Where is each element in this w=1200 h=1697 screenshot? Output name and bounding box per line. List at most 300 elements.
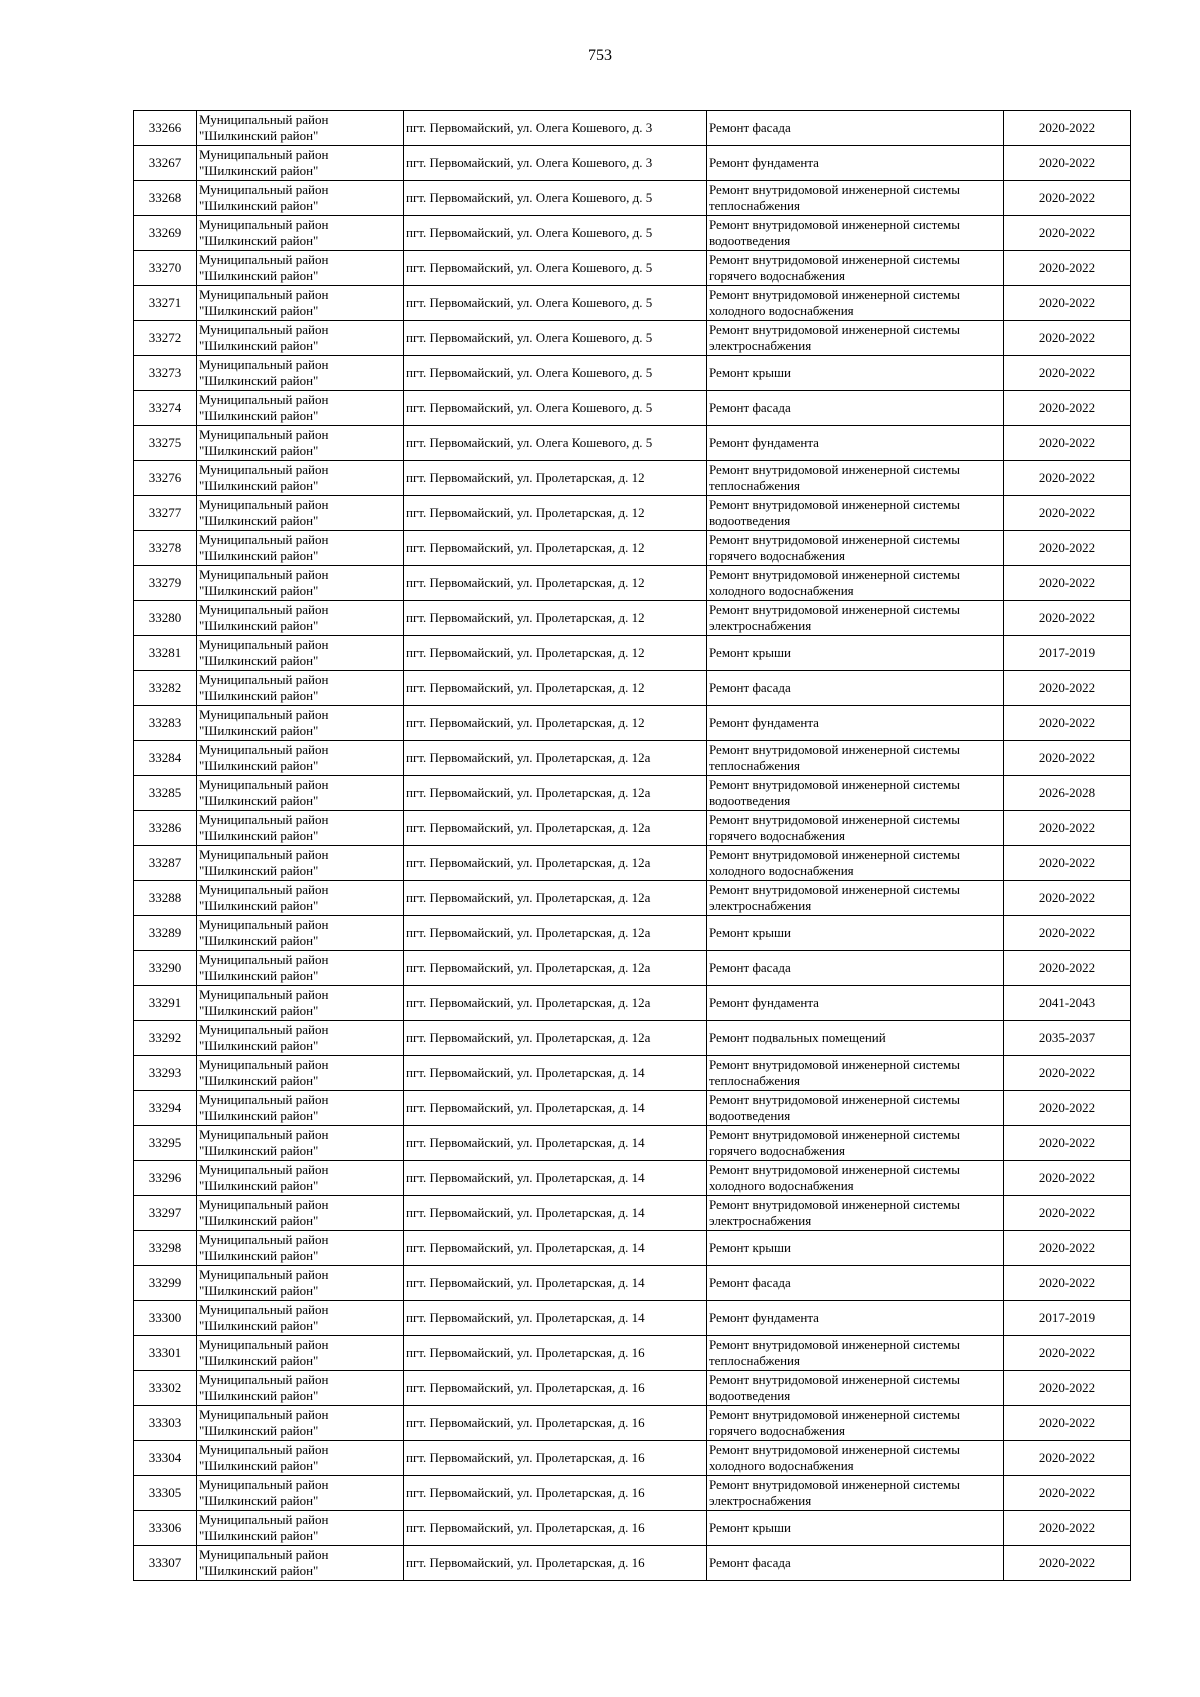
address-cell: пгт. Первомайский, ул. Олега Кошевого, д. 5 bbox=[404, 391, 707, 426]
district-line: Муниципальный район bbox=[199, 182, 329, 197]
district-line: Муниципальный район bbox=[199, 357, 329, 372]
district-line: "Шилкинский район" bbox=[199, 1423, 319, 1438]
work-type-line: Ремонт внутридомовой инженерной системы bbox=[709, 777, 960, 792]
row-number-cell: 33290 bbox=[134, 951, 197, 986]
address-cell: пгт. Первомайский, ул. Пролетарская, д. 12а bbox=[404, 1021, 707, 1056]
address-cell: пгт. Первомайский, ул. Пролетарская, д. 12 bbox=[404, 601, 707, 636]
period-cell: 2020-2022 bbox=[1004, 951, 1131, 986]
work-type-cell bbox=[707, 741, 1004, 776]
district-line: "Шилкинский район" bbox=[199, 1213, 319, 1228]
row-number-cell: 33300 bbox=[134, 1301, 197, 1336]
district-cell bbox=[197, 1091, 404, 1126]
table-row bbox=[134, 986, 1131, 1021]
work-type-line: Ремонт фасада bbox=[709, 680, 791, 695]
work-type-line: Ремонт фасада bbox=[709, 120, 791, 135]
work-type-cell bbox=[707, 1371, 1004, 1406]
work-type-line: Ремонт внутридомовой инженерной системы bbox=[709, 1057, 960, 1072]
row-number-cell: 33299 bbox=[134, 1266, 197, 1301]
district-cell bbox=[197, 1196, 404, 1231]
address-cell: пгт. Первомайский, ул. Пролетарская, д. 14 bbox=[404, 1231, 707, 1266]
table-row bbox=[134, 146, 1131, 181]
district-line: Муниципальный район bbox=[199, 707, 329, 722]
work-type-line: холодного водоснабжения bbox=[709, 1458, 854, 1473]
district-line: "Шилкинский район" bbox=[199, 618, 319, 633]
district-cell bbox=[197, 181, 404, 216]
work-type-cell bbox=[707, 1511, 1004, 1546]
district-cell bbox=[197, 496, 404, 531]
district-line: "Шилкинский район" bbox=[199, 1038, 319, 1053]
work-type-line: Ремонт внутридомовой инженерной системы bbox=[709, 322, 960, 337]
address-cell: пгт. Первомайский, ул. Олега Кошевого, д. 3 bbox=[404, 146, 707, 181]
district-cell bbox=[197, 776, 404, 811]
district-cell bbox=[197, 811, 404, 846]
work-type-cell bbox=[707, 811, 1004, 846]
district-line: "Шилкинский район" bbox=[199, 1353, 319, 1368]
table-row bbox=[134, 1511, 1131, 1546]
district-line: "Шилкинский район" bbox=[199, 1108, 319, 1123]
district-line: Муниципальный район bbox=[199, 322, 329, 337]
address-cell: пгт. Первомайский, ул. Пролетарская, д. 12а bbox=[404, 951, 707, 986]
work-type-line: водоотведения bbox=[709, 513, 791, 528]
district-cell bbox=[197, 951, 404, 986]
row-number-cell: 33272 bbox=[134, 321, 197, 356]
work-type-line: Ремонт внутридомовой инженерной системы bbox=[709, 1337, 960, 1352]
district-cell bbox=[197, 706, 404, 741]
district-cell bbox=[197, 846, 404, 881]
district-cell bbox=[197, 916, 404, 951]
work-type-line: водоотведения bbox=[709, 1388, 791, 1403]
address-cell: пгт. Первомайский, ул. Пролетарская, д. 12а bbox=[404, 846, 707, 881]
district-line: "Шилкинский район" bbox=[199, 863, 319, 878]
period-cell: 2020-2022 bbox=[1004, 216, 1131, 251]
row-number-cell: 33271 bbox=[134, 286, 197, 321]
work-type-line: Ремонт крыши bbox=[709, 1520, 791, 1535]
work-type-line: Ремонт внутридомовой инженерной системы bbox=[709, 287, 960, 302]
period-cell: 2020-2022 bbox=[1004, 426, 1131, 461]
address-cell: пгт. Первомайский, ул. Пролетарская, д. 12 bbox=[404, 566, 707, 601]
district-line: "Шилкинский район" bbox=[199, 1073, 319, 1088]
district-line: Муниципальный район bbox=[199, 637, 329, 652]
work-type-line: теплоснабжения bbox=[709, 198, 800, 213]
work-type-cell bbox=[707, 356, 1004, 391]
district-line: "Шилкинский район" bbox=[199, 198, 319, 213]
district-line: Муниципальный район bbox=[199, 602, 329, 617]
row-number-cell: 33270 bbox=[134, 251, 197, 286]
work-type-line: Ремонт фундамента bbox=[709, 1310, 819, 1325]
table-row bbox=[134, 776, 1131, 811]
row-number-cell: 33292 bbox=[134, 1021, 197, 1056]
district-line: Муниципальный район bbox=[199, 1057, 329, 1072]
work-type-cell bbox=[707, 111, 1004, 146]
district-cell bbox=[197, 881, 404, 916]
district-cell bbox=[197, 671, 404, 706]
row-number-cell: 33267 bbox=[134, 146, 197, 181]
address-cell: пгт. Первомайский, ул. Пролетарская, д. 12а bbox=[404, 811, 707, 846]
table-row bbox=[134, 566, 1131, 601]
district-cell bbox=[197, 1406, 404, 1441]
district-line: "Шилкинский район" bbox=[199, 163, 319, 178]
work-type-line: Ремонт внутридомовой инженерной системы bbox=[709, 182, 960, 197]
work-type-line: Ремонт внутридомовой инженерной системы bbox=[709, 1407, 960, 1422]
row-number-cell: 33266 bbox=[134, 111, 197, 146]
district-cell bbox=[197, 216, 404, 251]
district-line: "Шилкинский район" bbox=[199, 968, 319, 983]
district-cell bbox=[197, 426, 404, 461]
address-cell: пгт. Первомайский, ул. Олега Кошевого, д. 5 bbox=[404, 356, 707, 391]
district-line: Муниципальный район bbox=[199, 1337, 329, 1352]
district-cell bbox=[197, 321, 404, 356]
district-line: Муниципальный район bbox=[199, 917, 329, 932]
table-row bbox=[134, 111, 1131, 146]
address-cell: пгт. Первомайский, ул. Пролетарская, д. 12а bbox=[404, 881, 707, 916]
row-number-cell: 33287 bbox=[134, 846, 197, 881]
work-type-line: Ремонт фундамента bbox=[709, 435, 819, 450]
work-type-cell bbox=[707, 216, 1004, 251]
work-type-line: Ремонт внутридомовой инженерной системы bbox=[709, 882, 960, 897]
row-number-cell: 33284 bbox=[134, 741, 197, 776]
period-cell: 2020-2022 bbox=[1004, 741, 1131, 776]
table-row bbox=[134, 1476, 1131, 1511]
address-cell: пгт. Первомайский, ул. Пролетарская, д. 12 bbox=[404, 531, 707, 566]
work-type-line: водоотведения bbox=[709, 233, 791, 248]
work-type-line: Ремонт внутридомовой инженерной системы bbox=[709, 1372, 960, 1387]
work-type-cell bbox=[707, 881, 1004, 916]
district-cell bbox=[197, 1441, 404, 1476]
district-line: Муниципальный район bbox=[199, 987, 329, 1002]
district-line: Муниципальный район bbox=[199, 742, 329, 757]
work-type-line: Ремонт внутридомовой инженерной системы bbox=[709, 812, 960, 827]
row-number-cell: 33303 bbox=[134, 1406, 197, 1441]
work-type-line: горячего водоснабжения bbox=[709, 1143, 845, 1158]
table-row bbox=[134, 1336, 1131, 1371]
row-number-cell: 33291 bbox=[134, 986, 197, 1021]
table-row bbox=[134, 321, 1131, 356]
row-number-cell: 33294 bbox=[134, 1091, 197, 1126]
table-body bbox=[134, 111, 1131, 1581]
district-cell bbox=[197, 636, 404, 671]
period-cell: 2020-2022 bbox=[1004, 671, 1131, 706]
period-cell: 2020-2022 bbox=[1004, 356, 1131, 391]
work-type-cell bbox=[707, 1476, 1004, 1511]
table-row bbox=[134, 671, 1131, 706]
period-cell: 2020-2022 bbox=[1004, 881, 1131, 916]
address-cell: пгт. Первомайский, ул. Олега Кошевого, д. 5 bbox=[404, 181, 707, 216]
table-row bbox=[134, 391, 1131, 426]
district-line: Муниципальный район bbox=[199, 427, 329, 442]
work-type-line: Ремонт внутридомовой инженерной системы bbox=[709, 1162, 960, 1177]
district-line: Муниципальный район bbox=[199, 812, 329, 827]
period-cell: 2020-2022 bbox=[1004, 601, 1131, 636]
work-type-cell bbox=[707, 426, 1004, 461]
district-line: Муниципальный район bbox=[199, 847, 329, 862]
table-row bbox=[134, 916, 1131, 951]
district-line: "Шилкинский район" bbox=[199, 478, 319, 493]
table-row bbox=[134, 1126, 1131, 1161]
work-type-cell bbox=[707, 1336, 1004, 1371]
district-line: "Шилкинский район" bbox=[199, 688, 319, 703]
district-cell bbox=[197, 601, 404, 636]
district-line: Муниципальный район bbox=[199, 1302, 329, 1317]
district-line: Муниципальный район bbox=[199, 112, 329, 127]
period-cell: 2020-2022 bbox=[1004, 1266, 1131, 1301]
table-row bbox=[134, 601, 1131, 636]
district-line: Муниципальный район bbox=[199, 777, 329, 792]
work-type-cell bbox=[707, 706, 1004, 741]
period-cell: 2017-2019 bbox=[1004, 1301, 1131, 1336]
table-row bbox=[134, 1161, 1131, 1196]
table-row bbox=[134, 1266, 1131, 1301]
district-line: Муниципальный район bbox=[199, 147, 329, 162]
work-type-line: холодного водоснабжения bbox=[709, 583, 854, 598]
table-row bbox=[134, 426, 1131, 461]
district-cell bbox=[197, 566, 404, 601]
work-type-cell bbox=[707, 181, 1004, 216]
district-line: Муниципальный район bbox=[199, 1022, 329, 1037]
row-number-cell: 33298 bbox=[134, 1231, 197, 1266]
period-cell: 2020-2022 bbox=[1004, 1091, 1131, 1126]
district-cell bbox=[197, 531, 404, 566]
district-cell bbox=[197, 1161, 404, 1196]
district-line: Муниципальный район bbox=[199, 567, 329, 582]
work-type-cell bbox=[707, 286, 1004, 321]
work-type-cell bbox=[707, 496, 1004, 531]
district-line: "Шилкинский район" bbox=[199, 1283, 319, 1298]
work-type-line: Ремонт внутридомовой инженерной системы bbox=[709, 217, 960, 232]
work-type-cell bbox=[707, 1091, 1004, 1126]
table-row bbox=[134, 1196, 1131, 1231]
table-row bbox=[134, 1301, 1131, 1336]
address-cell: пгт. Первомайский, ул. Пролетарская, д. 16 bbox=[404, 1476, 707, 1511]
row-number-cell: 33295 bbox=[134, 1126, 197, 1161]
work-type-line: холодного водоснабжения bbox=[709, 303, 854, 318]
work-type-line: Ремонт крыши bbox=[709, 365, 791, 380]
district-line: "Шилкинский район" bbox=[199, 268, 319, 283]
district-cell bbox=[197, 286, 404, 321]
district-line: Муниципальный район bbox=[199, 1512, 329, 1527]
district-line: Муниципальный район bbox=[199, 1232, 329, 1247]
work-type-cell bbox=[707, 251, 1004, 286]
row-number-cell: 33293 bbox=[134, 1056, 197, 1091]
district-cell bbox=[197, 1231, 404, 1266]
district-line: Муниципальный район bbox=[199, 1407, 329, 1422]
district-line: "Шилкинский район" bbox=[199, 443, 319, 458]
district-line: Муниципальный район bbox=[199, 1162, 329, 1177]
district-line: Муниципальный район bbox=[199, 392, 329, 407]
period-cell: 2020-2022 bbox=[1004, 1336, 1131, 1371]
work-type-cell bbox=[707, 916, 1004, 951]
table-row bbox=[134, 1546, 1131, 1581]
period-cell: 2041-2043 bbox=[1004, 986, 1131, 1021]
period-cell: 2020-2022 bbox=[1004, 706, 1131, 741]
work-type-line: Ремонт внутридомовой инженерной системы bbox=[709, 1477, 960, 1492]
row-number-cell: 33288 bbox=[134, 881, 197, 916]
address-cell: пгт. Первомайский, ул. Пролетарская, д. 16 bbox=[404, 1441, 707, 1476]
district-line: "Шилкинский район" bbox=[199, 933, 319, 948]
period-cell: 2020-2022 bbox=[1004, 391, 1131, 426]
work-type-line: холодного водоснабжения bbox=[709, 1178, 854, 1193]
district-cell bbox=[197, 1476, 404, 1511]
period-cell: 2026-2028 bbox=[1004, 776, 1131, 811]
district-cell bbox=[197, 356, 404, 391]
row-number-cell: 33277 bbox=[134, 496, 197, 531]
work-type-cell bbox=[707, 986, 1004, 1021]
table-row bbox=[134, 461, 1131, 496]
address-cell: пгт. Первомайский, ул. Олега Кошевого, д. 5 bbox=[404, 251, 707, 286]
district-line: Муниципальный район bbox=[199, 532, 329, 547]
district-line: Муниципальный район bbox=[199, 1127, 329, 1142]
district-cell bbox=[197, 1301, 404, 1336]
work-type-cell bbox=[707, 1126, 1004, 1161]
district-line: "Шилкинский район" bbox=[199, 653, 319, 668]
address-cell: пгт. Первомайский, ул. Олега Кошевого, д. 5 bbox=[404, 426, 707, 461]
period-cell: 2020-2022 bbox=[1004, 1476, 1131, 1511]
work-type-line: Ремонт фундамента bbox=[709, 995, 819, 1010]
district-cell bbox=[197, 741, 404, 776]
district-line: "Шилкинский район" bbox=[199, 828, 319, 843]
address-cell: пгт. Первомайский, ул. Пролетарская, д. 16 bbox=[404, 1406, 707, 1441]
period-cell: 2020-2022 bbox=[1004, 1161, 1131, 1196]
work-type-line: электроснабжения bbox=[709, 898, 812, 913]
district-cell bbox=[197, 1266, 404, 1301]
work-type-line: теплоснабжения bbox=[709, 1073, 800, 1088]
address-cell: пгт. Первомайский, ул. Пролетарская, д. 16 bbox=[404, 1371, 707, 1406]
work-type-line: Ремонт внутридомовой инженерной системы bbox=[709, 1127, 960, 1142]
work-type-line: Ремонт внутридомовой инженерной системы bbox=[709, 252, 960, 267]
work-type-line: электроснабжения bbox=[709, 1213, 812, 1228]
address-cell: пгт. Первомайский, ул. Пролетарская, д. 12 bbox=[404, 496, 707, 531]
district-line: "Шилкинский район" bbox=[199, 128, 319, 143]
address-cell: пгт. Первомайский, ул. Пролетарская, д. 16 bbox=[404, 1546, 707, 1581]
row-number-cell: 33278 bbox=[134, 531, 197, 566]
row-number-cell: 33269 bbox=[134, 216, 197, 251]
district-line: "Шилкинский район" bbox=[199, 408, 319, 423]
address-cell: пгт. Первомайский, ул. Пролетарская, д. 12 bbox=[404, 671, 707, 706]
address-cell: пгт. Первомайский, ул. Олега Кошевого, д. 3 bbox=[404, 111, 707, 146]
district-line: Муниципальный район bbox=[199, 497, 329, 512]
district-line: Муниципальный район bbox=[199, 1442, 329, 1457]
period-cell: 2020-2022 bbox=[1004, 1126, 1131, 1161]
period-cell: 2035-2037 bbox=[1004, 1021, 1131, 1056]
row-number-cell: 33281 bbox=[134, 636, 197, 671]
period-cell: 2017-2019 bbox=[1004, 636, 1131, 671]
work-type-line: Ремонт внутридомовой инженерной системы bbox=[709, 1092, 960, 1107]
period-cell: 2020-2022 bbox=[1004, 1231, 1131, 1266]
district-cell bbox=[197, 1511, 404, 1546]
period-cell: 2020-2022 bbox=[1004, 1441, 1131, 1476]
district-line: "Шилкинский район" bbox=[199, 898, 319, 913]
work-type-line: Ремонт фундамента bbox=[709, 715, 819, 730]
row-number-cell: 33296 bbox=[134, 1161, 197, 1196]
table-row bbox=[134, 951, 1131, 986]
district-line: Муниципальный район bbox=[199, 882, 329, 897]
period-cell: 2020-2022 bbox=[1004, 321, 1131, 356]
district-line: Муниципальный район bbox=[199, 672, 329, 687]
district-line: "Шилкинский район" bbox=[199, 1178, 319, 1193]
work-type-line: Ремонт внутридомовой инженерной системы bbox=[709, 497, 960, 512]
period-cell: 2020-2022 bbox=[1004, 181, 1131, 216]
district-line: "Шилкинский район" bbox=[199, 1143, 319, 1158]
work-type-cell bbox=[707, 461, 1004, 496]
table-row bbox=[134, 1056, 1131, 1091]
row-number-cell: 33301 bbox=[134, 1336, 197, 1371]
work-type-cell bbox=[707, 601, 1004, 636]
work-type-line: горячего водоснабжения bbox=[709, 268, 845, 283]
period-cell: 2020-2022 bbox=[1004, 1511, 1131, 1546]
district-cell bbox=[197, 1021, 404, 1056]
district-line: "Шилкинский район" bbox=[199, 513, 319, 528]
work-type-line: Ремонт внутридомовой инженерной системы bbox=[709, 1442, 960, 1457]
address-cell: пгт. Первомайский, ул. Пролетарская, д. 14 bbox=[404, 1266, 707, 1301]
district-line: "Шилкинский район" bbox=[199, 1248, 319, 1263]
table-row bbox=[134, 1371, 1131, 1406]
district-line: "Шилкинский район" bbox=[199, 1388, 319, 1403]
work-type-line: электроснабжения bbox=[709, 618, 812, 633]
work-type-cell bbox=[707, 1196, 1004, 1231]
period-cell: 2020-2022 bbox=[1004, 811, 1131, 846]
period-cell: 2020-2022 bbox=[1004, 1546, 1131, 1581]
work-type-line: Ремонт подвальных помещений bbox=[709, 1030, 886, 1045]
district-cell bbox=[197, 111, 404, 146]
period-cell: 2020-2022 bbox=[1004, 286, 1131, 321]
address-cell: пгт. Первомайский, ул. Пролетарская, д. 16 bbox=[404, 1511, 707, 1546]
row-number-cell: 33306 bbox=[134, 1511, 197, 1546]
district-cell bbox=[197, 251, 404, 286]
work-type-cell bbox=[707, 146, 1004, 181]
period-cell: 2020-2022 bbox=[1004, 111, 1131, 146]
district-cell bbox=[197, 986, 404, 1021]
row-number-cell: 33304 bbox=[134, 1441, 197, 1476]
row-number-cell: 33285 bbox=[134, 776, 197, 811]
address-cell: пгт. Первомайский, ул. Пролетарская, д. 12а bbox=[404, 916, 707, 951]
address-cell: пгт. Первомайский, ул. Пролетарская, д. 12а bbox=[404, 741, 707, 776]
work-type-cell bbox=[707, 846, 1004, 881]
district-line: "Шилкинский район" bbox=[199, 1528, 319, 1543]
table-row bbox=[134, 531, 1131, 566]
address-cell: пгт. Первомайский, ул. Пролетарская, д. 12 bbox=[404, 636, 707, 671]
period-cell: 2020-2022 bbox=[1004, 566, 1131, 601]
period-cell: 2020-2022 bbox=[1004, 146, 1131, 181]
table-row bbox=[134, 1406, 1131, 1441]
work-type-cell bbox=[707, 321, 1004, 356]
work-type-line: Ремонт фасада bbox=[709, 400, 791, 415]
district-line: "Шилкинский район" bbox=[199, 1563, 319, 1578]
district-line: Муниципальный район bbox=[199, 1547, 329, 1562]
address-cell: пгт. Первомайский, ул. Олега Кошевого, д. 5 bbox=[404, 321, 707, 356]
address-cell: пгт. Первомайский, ул. Пролетарская, д. 12а bbox=[404, 776, 707, 811]
district-cell bbox=[197, 1546, 404, 1581]
period-cell: 2020-2022 bbox=[1004, 531, 1131, 566]
work-type-line: Ремонт фундамента bbox=[709, 155, 819, 170]
district-line: "Шилкинский район" bbox=[199, 233, 319, 248]
district-cell bbox=[197, 1056, 404, 1091]
district-line: "Шилкинский район" bbox=[199, 793, 319, 808]
row-number-cell: 33276 bbox=[134, 461, 197, 496]
work-type-cell bbox=[707, 391, 1004, 426]
address-cell: пгт. Первомайский, ул. Олега Кошевого, д. 5 bbox=[404, 216, 707, 251]
row-number-cell: 33305 bbox=[134, 1476, 197, 1511]
row-number-cell: 33273 bbox=[134, 356, 197, 391]
work-type-line: Ремонт внутридомовой инженерной системы bbox=[709, 602, 960, 617]
table-row bbox=[134, 356, 1131, 391]
district-cell bbox=[197, 146, 404, 181]
work-type-line: Ремонт внутридомовой инженерной системы bbox=[709, 567, 960, 582]
address-cell: пгт. Первомайский, ул. Олега Кошевого, д. 5 bbox=[404, 286, 707, 321]
table-row bbox=[134, 1441, 1131, 1476]
work-type-line: теплоснабжения bbox=[709, 758, 800, 773]
table-row bbox=[134, 251, 1131, 286]
work-type-line: Ремонт фасада bbox=[709, 1555, 791, 1570]
district-line: Муниципальный район bbox=[199, 1267, 329, 1282]
